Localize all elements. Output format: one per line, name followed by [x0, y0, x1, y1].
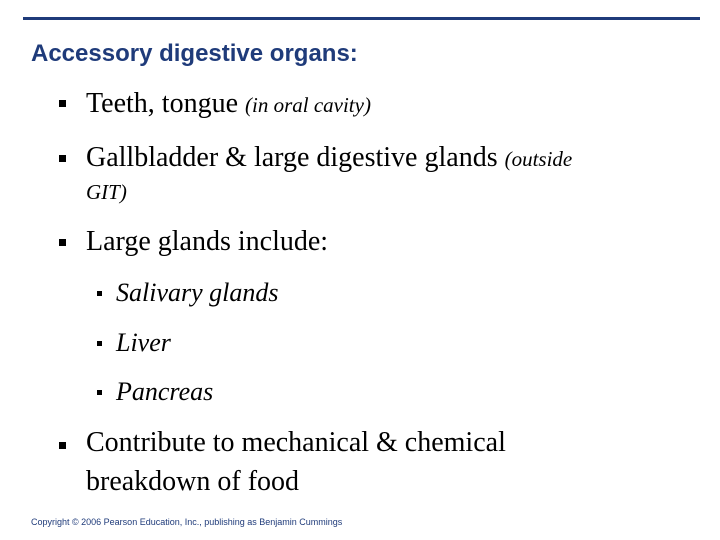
bullet-contribute-line2: breakdown of food	[86, 466, 300, 497]
bullet-note: (outside	[504, 147, 573, 171]
bullet-gallbladder	[86, 142, 572, 175]
bullet-teeth-tongue	[86, 88, 371, 121]
bullet-note: (in oral cavity)	[245, 93, 371, 117]
bullet-text: Teeth, tongue	[86, 88, 245, 119]
subbullet-salivary-glands: Salivary glands	[116, 278, 279, 307]
bullet-marker	[59, 239, 66, 246]
bullet-note-continuation: GIT)	[86, 180, 127, 204]
bullet-marker	[59, 100, 66, 107]
bullet-marker	[59, 442, 66, 449]
bullet-marker	[59, 155, 66, 162]
slide-title: Accessory digestive organs:	[31, 40, 358, 67]
title-rule	[23, 17, 700, 20]
subbullet-liver: Liver	[116, 328, 171, 357]
copyright-footer: Copyright © 2006 Pearson Education, Inc., publishing as Benjamin Cummings	[31, 517, 343, 527]
bullet-contribute-line1: Contribute to mechanical & chemical	[86, 427, 506, 458]
subbullet-marker	[97, 390, 102, 395]
bullet-large-glands: Large glands include:	[86, 226, 329, 257]
bullet-text: Gallbladder & large digestive glands	[86, 142, 505, 173]
subbullet-marker	[97, 341, 102, 346]
subbullet-marker	[97, 291, 102, 296]
subbullet-pancreas: Pancreas	[116, 377, 214, 406]
